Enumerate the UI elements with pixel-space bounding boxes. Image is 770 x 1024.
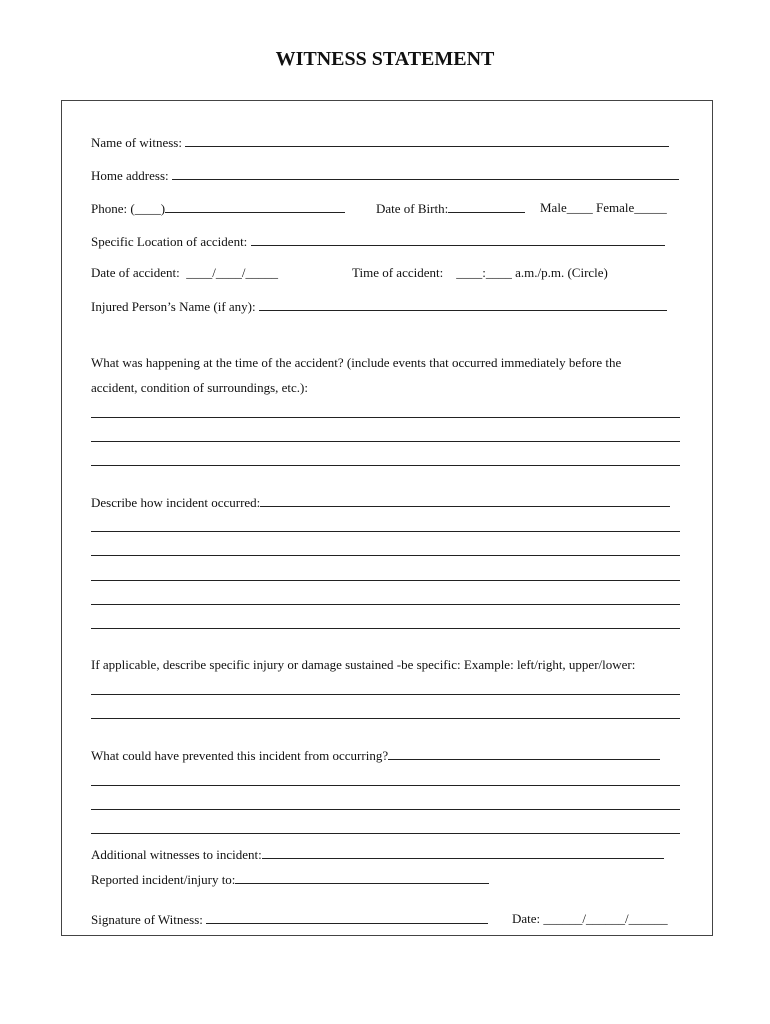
time-of-accident-label: Time of accident:: [352, 265, 444, 280]
prevented-answer-line[interactable]: [91, 785, 680, 786]
specific-location-label: Specific Location of accident:: [91, 234, 248, 249]
signature-label: Signature of Witness:: [91, 912, 203, 927]
am-pm-circle-option[interactable]: a.m./p.m. (Circle): [515, 265, 608, 280]
describe-answer-line[interactable]: [91, 555, 680, 556]
signature-date-group: [512, 911, 668, 927]
date-of-birth-field[interactable]: [448, 200, 525, 213]
date-of-accident-field[interactable]: ____/____/_____: [186, 265, 279, 280]
date-of-accident-row: [91, 265, 278, 281]
prevented-field[interactable]: [388, 747, 660, 760]
female-option[interactable]: Female_____: [595, 200, 667, 215]
additional-witnesses-label: Additional witnesses to incident:: [91, 847, 262, 862]
happening-answer-line[interactable]: [91, 417, 680, 418]
phone-row: [91, 200, 345, 217]
happening-answer-line[interactable]: [91, 441, 680, 442]
describe-answer-line[interactable]: [91, 531, 680, 532]
describe-answer-line[interactable]: [91, 580, 680, 581]
injured-person-field[interactable]: [259, 298, 667, 311]
describe-field[interactable]: [260, 494, 670, 507]
date-of-birth-label: Date of Birth:: [376, 201, 449, 216]
describe-answer-line[interactable]: [91, 628, 680, 629]
additional-witnesses-field[interactable]: [262, 846, 664, 859]
signature-date-label: Date:: [512, 911, 541, 926]
happening-answer-line[interactable]: [91, 465, 680, 466]
signature-field[interactable]: [206, 911, 488, 924]
injury-question: If applicable, describe specific injury or damage sustained -be specific: Example: left/right, upper/lower:: [91, 657, 636, 672]
prevented-row: [91, 747, 660, 764]
signature-row: [91, 911, 488, 928]
home-address-row: [91, 167, 679, 184]
prevented-answer-line[interactable]: [91, 809, 680, 810]
additional-witnesses-row: [91, 846, 664, 863]
home-address-field[interactable]: [172, 167, 679, 180]
page-title: WITNESS STATEMENT: [275, 48, 495, 70]
name-of-witness-label: Name of witness:: [91, 135, 182, 150]
gender-group: [540, 200, 667, 216]
prevented-answer-line[interactable]: [91, 833, 680, 834]
happening-question-line2: accident, condition of surroundings, etc.):: [91, 380, 308, 395]
date-of-accident-label: Date of accident:: [91, 265, 180, 280]
reported-to-row: [91, 871, 489, 888]
home-address-label: Home address:: [91, 168, 169, 183]
time-of-accident-group: [352, 265, 608, 281]
signature-date-field[interactable]: ______/______/______: [543, 911, 668, 926]
describe-row: [91, 494, 670, 511]
name-of-witness-field[interactable]: [185, 134, 669, 147]
name-of-witness-row: [91, 134, 669, 151]
describe-label: Describe how incident occurred:: [91, 495, 261, 510]
phone-label: Phone:: [91, 201, 128, 216]
reported-to-field[interactable]: [235, 871, 489, 884]
specific-location-field[interactable]: [251, 233, 665, 246]
prevented-label: What could have prevented this incident from occurring?: [91, 748, 389, 763]
injury-answer-line[interactable]: [91, 718, 680, 719]
reported-to-label: Reported incident/injury to:: [91, 872, 236, 887]
phone-number-field[interactable]: [165, 200, 345, 213]
injured-person-label: Injured Person’s Name (if any):: [91, 299, 256, 314]
time-of-accident-field[interactable]: ____:____: [456, 265, 512, 280]
injured-person-row: [91, 298, 667, 315]
happening-question-line1: What was happening at the time of the accident? (include events that occurred immediately before the: [91, 355, 622, 370]
specific-location-row: [91, 233, 665, 250]
male-option[interactable]: Male____: [540, 200, 593, 215]
dob-group: [376, 200, 525, 217]
describe-answer-line[interactable]: [91, 604, 680, 605]
phone-area-code-field[interactable]: (____): [130, 201, 166, 216]
form-border: [61, 100, 713, 936]
injury-answer-line[interactable]: [91, 694, 680, 695]
